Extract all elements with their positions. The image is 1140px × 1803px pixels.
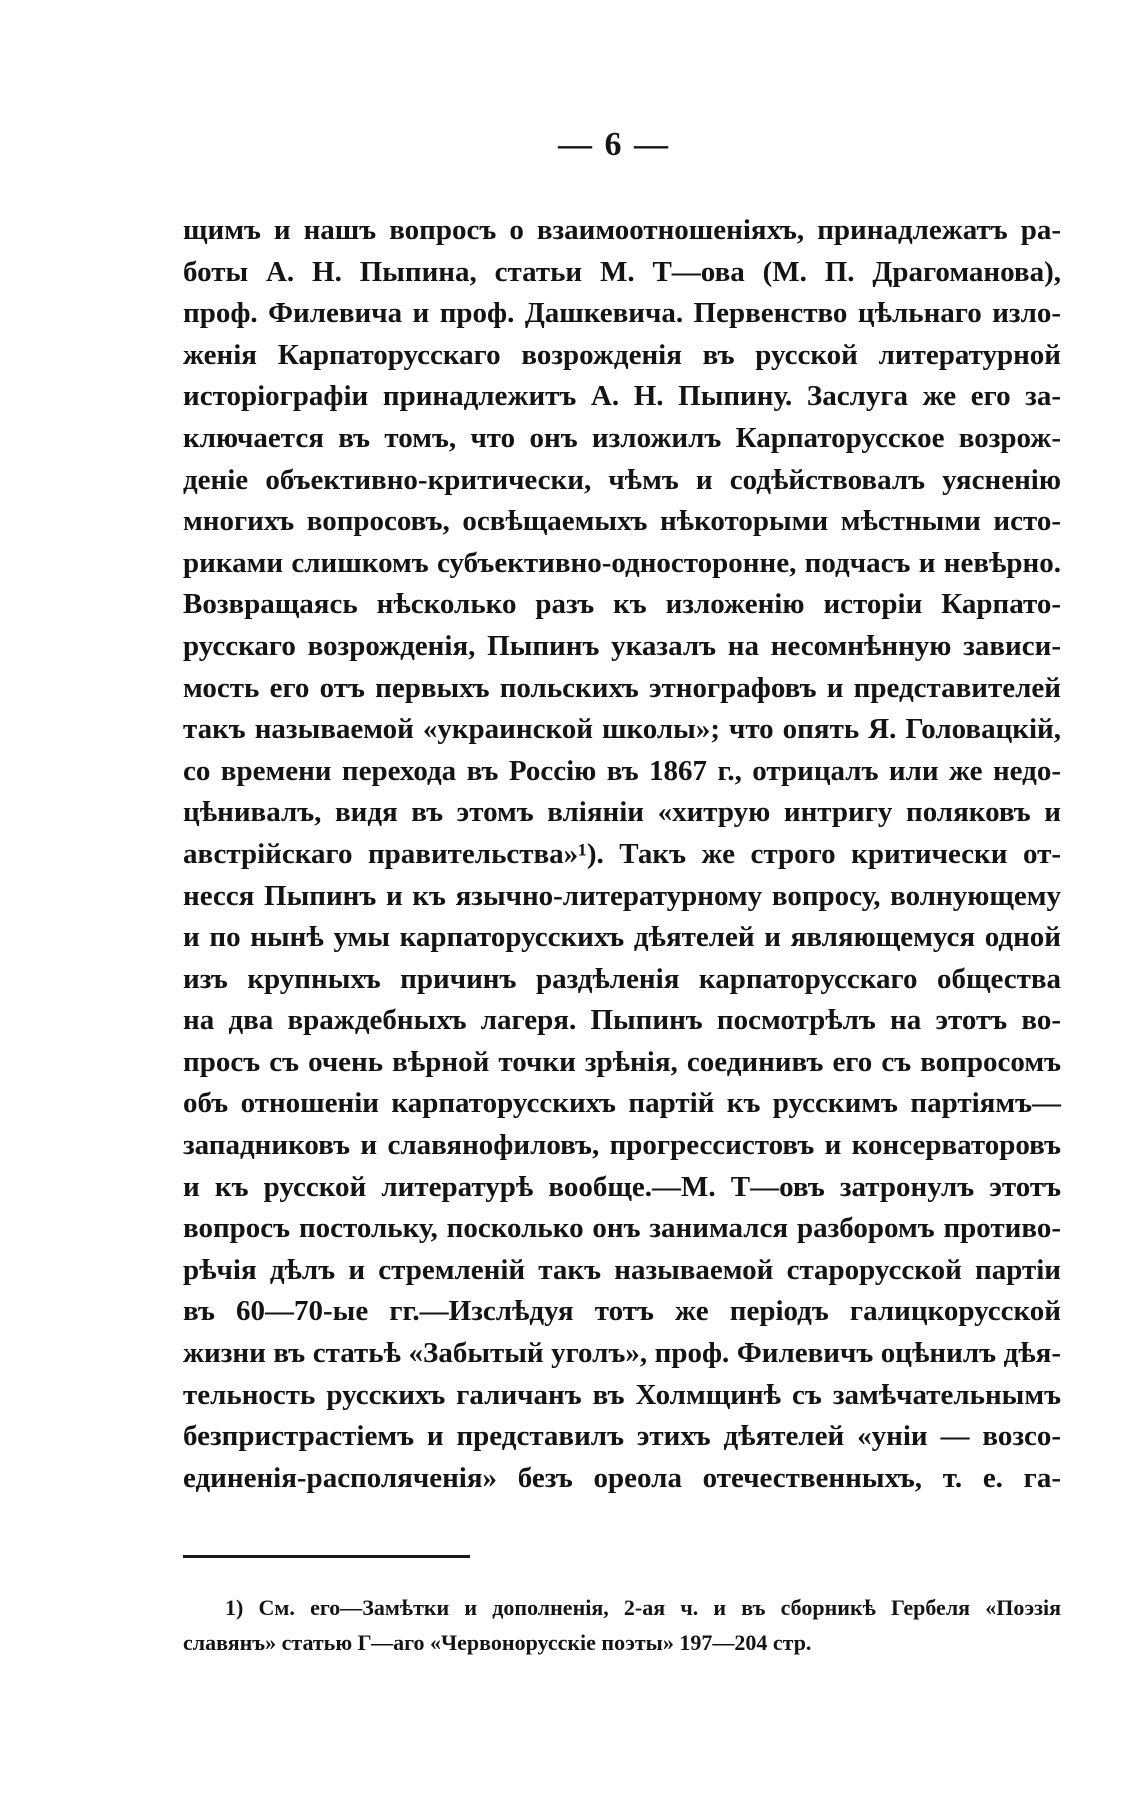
text-line: безпристрастіемъ и представилъ этихъ дѣятелей «уніи — возсо- xyxy=(183,1420,1061,1453)
text-line: австрійскаго правительства»¹). Такъ же строго критически от- xyxy=(183,837,1061,870)
footnote-line: 1) См. его—Замѣтки и дополненія, 2-ая ч. и въ сборникѣ Гербеля «Поэзія xyxy=(225,1595,1061,1620)
text-line: цѣнивалъ, видя въ этомъ вліяніи «хитрую интригу поляковъ и xyxy=(183,796,1061,829)
text-line: деніе объективно-критически, чѣмъ и содѣйствовалъ уясненію xyxy=(183,463,1061,496)
text-line: и къ русской литературѣ вообще.—М. Т—овъ затронулъ этотъ xyxy=(183,1170,1061,1203)
text-line: и по нынѣ умы карпаторусскихъ дѣятелей и являющемуся одной xyxy=(183,921,1061,954)
text-line: тельность русскихъ галичанъ въ Холмщинѣ съ замѣчательнымъ xyxy=(183,1378,1061,1411)
footnote xyxy=(183,1590,1061,1660)
text-line: мость его отъ первыхъ польскихъ этнографовъ и представителей xyxy=(183,671,1061,704)
text-line: риками слишкомъ субъективно-односторонне, подчасъ и невѣрно. xyxy=(183,546,1061,579)
text-line: ключается въ томъ, что онъ изложилъ Карпаторусское возрож- xyxy=(183,421,1061,454)
text-line: многихъ вопросовъ, освѣщаемыхъ нѣкоторыми мѣстными исто- xyxy=(183,505,1061,538)
text-line: женія Карпаторусскаго возрожденія въ русской литературной xyxy=(183,338,1061,371)
text-line: боты А. Н. Пыпина, статьи М. Т—ова (М. П. Драгоманова), xyxy=(183,255,1061,288)
text-line: объ отношеніи карпаторусскихъ партій къ русскимъ партіямъ— xyxy=(183,1087,1061,1120)
text-line: западниковъ и славянофиловъ, прогрессистовъ и консерваторовъ xyxy=(183,1129,1061,1162)
text-line: жизни въ статьѣ «Забытый уголъ», проф. Филевичъ оцѣнилъ дѣя- xyxy=(183,1337,1061,1370)
text-line: русскаго возрожденія, Пыпинъ указалъ на несомнѣнную зависи- xyxy=(183,629,1061,662)
text-line: Возвращаясь нѣсколько разъ къ изложенію исторіи Карпато- xyxy=(183,588,1061,621)
text-line: такъ называемой «украинской школы»; что опять Я. Головацкій, xyxy=(183,713,1061,746)
text-line: несся Пыпинъ и къ язычно-литературному вопросу, волнующему xyxy=(183,879,1061,912)
text-line: вопросъ постольку, посколько онъ занимался разборомъ противо- xyxy=(183,1212,1061,1245)
footnote-line: славянъ» статью Г—аго «Червонорусскіе поэты» 197—204 стр. xyxy=(183,1630,812,1655)
text-line: единенія-располяченія» безъ ореола отечественныхъ, т. е. га- xyxy=(183,1461,1061,1494)
text-line: въ 60—70-ые гг.—Изслѣдуя тотъ же періодъ галицкорусской xyxy=(183,1295,1061,1328)
page-number: — 6 — xyxy=(558,126,670,163)
text-line: просъ съ очень вѣрной точки зрѣнія, соединивъ его съ вопросомъ xyxy=(183,1045,1061,1078)
main-text xyxy=(183,210,1061,1499)
text-line: со времени перехода въ Россію въ 1867 г., отрицалъ или же недо- xyxy=(183,754,1061,787)
text-line: щимъ и нашъ вопросъ о взаимоотношеніяхъ, принадлежатъ ра- xyxy=(183,214,1061,246)
text-line: проф. Филевича и проф. Дашкевича. Первенство цѣльнаго изло- xyxy=(183,297,1061,330)
footnote-separator xyxy=(183,1555,470,1558)
text-line: на два враждебныхъ лагеря. Пыпинъ посмотрѣлъ на этотъ во- xyxy=(183,1004,1061,1037)
text-line: изъ крупныхъ причинъ раздѣленія карпаторусскаго общества xyxy=(183,962,1061,995)
text-line: исторіографіи принадлежитъ А. Н. Пыпину. Заслуга же его за- xyxy=(183,380,1061,413)
text-line: рѣчія дѣлъ и стремленій такъ называемой старорусской партіи xyxy=(183,1253,1061,1286)
